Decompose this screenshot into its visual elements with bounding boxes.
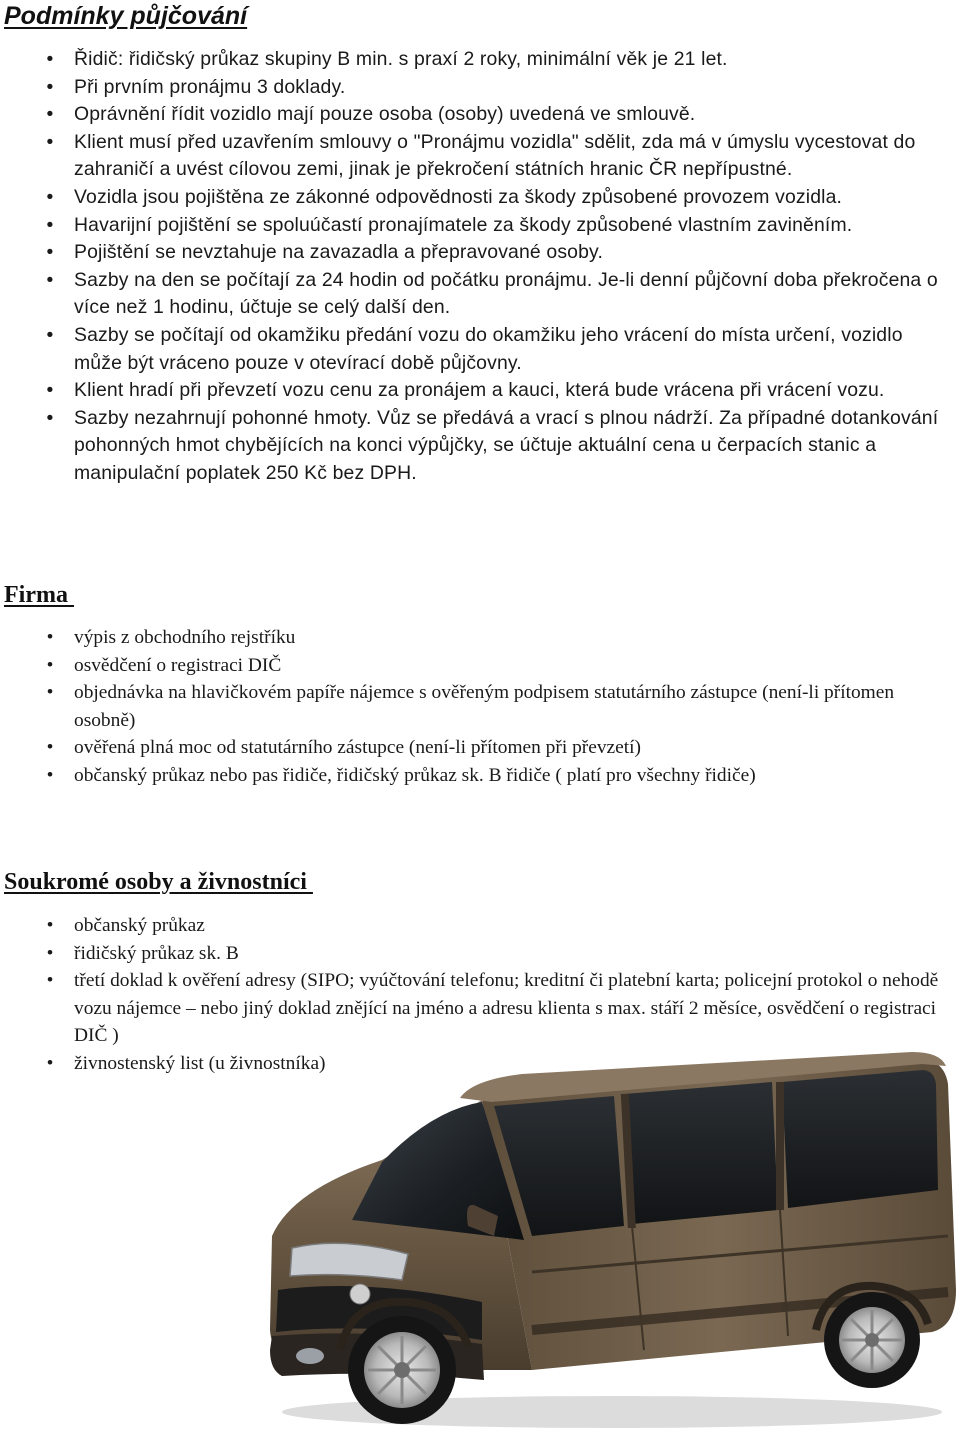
list-item (0, 101, 950, 129)
firma-heading: Firma (4, 582, 74, 608)
bullet-icon: • (46, 185, 54, 208)
list-item-text: Vozidla jsou pojištěna ze zákonné odpovědnosti za škody způsobené provozem vozidla. (74, 185, 843, 208)
list-item-text: Řidič: řidičský průkaz skupiny B min. s praxí 2 roky, minimální věk je 21 let. (74, 48, 728, 70)
list-item (0, 74, 950, 102)
bullet-icon: • (46, 323, 54, 346)
bullet-icon: • (46, 103, 54, 126)
list-item (0, 184, 950, 212)
list-item (0, 129, 950, 184)
list-item-text: řidičský průkaz sk. B (74, 942, 239, 964)
page-title: Podmínky půjčování (4, 2, 248, 30)
bullet-icon: • (46, 942, 54, 964)
list-item-text: Havarijní pojištění se spoluúčastí pronajímatele za škody způsobené vlastním zaviněním. (74, 213, 853, 236)
van-image (232, 1040, 960, 1432)
bullet-icon: • (46, 737, 54, 759)
list-item-text: Klient hradí při převzetí vozu cenu za pronájem a kauci, která bude vrácena při vrácení vozu. (74, 379, 885, 402)
bullet-icon: • (46, 406, 54, 429)
bullet-icon: • (46, 1052, 54, 1074)
list-item (0, 652, 950, 680)
firma-documents-list (0, 624, 950, 790)
list-item-text: Sazby se počítají od okamžiku předání vozu do okamžiku jeho vrácení do místa určení, vozidlo může být vráceno pouze v otevírací době půjčovny. (74, 323, 903, 374)
list-item-text: objednávka na hlavičkovém papíře nájemce s ověřeným podpisem statutárního zástupce (není-li přítomen osobně) (74, 682, 895, 731)
list-item-text: občanský průkaz (74, 915, 205, 936)
bullet-icon: • (46, 379, 54, 402)
list-item-text: Při prvním pronájmu 3 doklady. (74, 75, 346, 98)
bullet-icon: • (46, 241, 54, 264)
list-item (0, 912, 950, 940)
list-item-text: výpis z obchodního rejstříku (74, 627, 296, 648)
list-item-text: ověřená plná moc od statutárního zástupce (není-li přítomen při převzetí) (74, 737, 641, 759)
list-item (0, 624, 950, 652)
conditions-list (0, 46, 950, 488)
list-item (0, 377, 950, 405)
list-item-text: Pojištění se nevztahuje na zavazadla a přepravované osoby. (74, 241, 603, 264)
private-persons-heading: Soukromé osoby a živnostníci (4, 869, 313, 895)
list-item-text: Oprávnění řídit vozidlo mají pouze osoba (osoby) uvedená ve smlouvě. (74, 103, 696, 126)
list-item-text: občanský průkaz nebo pas řidiče, řidičský průkaz sk. B řidiče ( platí pro všechny řidiče) (74, 764, 756, 786)
bullet-icon: • (46, 48, 54, 70)
list-item (0, 239, 950, 267)
list-item (0, 762, 950, 790)
list-item-text: Sazby nezahrnují pohonné hmoty. Vůz se předává a vrací s plnou nádrží. Za případné dotankování pohonných hmot chybějících na konci výpůjčky, se účtuje aktuální cena u čerpacích stanic a manipulační poplatek 250 Kč bez DPH. (74, 406, 939, 484)
list-item (0, 267, 950, 322)
list-item-text: třetí doklad k ověření adresy (SIPO; vyúčtování telefonu; kreditní či platební karta; policejní protokol o nehodě vozu nájemce – nebo jiný doklad znějící na jméno a adresu klienta s max. stáří 2 měsíce, osvědčení o registraci DIČ ) (74, 970, 939, 1047)
bullet-icon: • (46, 75, 54, 98)
bullet-icon: • (46, 627, 54, 648)
bullet-icon: • (46, 268, 54, 291)
list-item (0, 212, 950, 240)
bullet-icon: • (46, 764, 54, 786)
bullet-icon: • (46, 682, 54, 704)
bullet-icon: • (46, 213, 54, 236)
list-item (0, 734, 950, 762)
list-item (0, 940, 950, 968)
list-item (0, 679, 950, 734)
list-item (0, 967, 950, 1050)
list-item (0, 405, 950, 488)
list-item-text: živnostenský list (u živnostníka) (74, 1052, 326, 1074)
bullet-icon: • (46, 915, 54, 936)
list-item (0, 322, 950, 377)
bullet-icon: • (46, 654, 54, 676)
list-item-text: Klient musí před uzavřením smlouvy o "Pronájmu vozidla" sdělit, zda má v úmyslu vycestovat do zahraničí a uvést cílovou zemi, jinak je překročení státních hranic ČR nepřípustné. (74, 130, 916, 181)
bullet-icon: • (46, 130, 54, 153)
list-item-text: osvědčení o registraci DIČ (74, 654, 282, 676)
bullet-icon: • (46, 970, 54, 992)
list-item (0, 46, 950, 74)
list-item-text: Sazby na den se počítají za 24 hodin od počátku pronájmu. Je-li denní půjčovní doba překročena o více než 1 hodinu, účtuje se celý další den. (74, 268, 938, 319)
